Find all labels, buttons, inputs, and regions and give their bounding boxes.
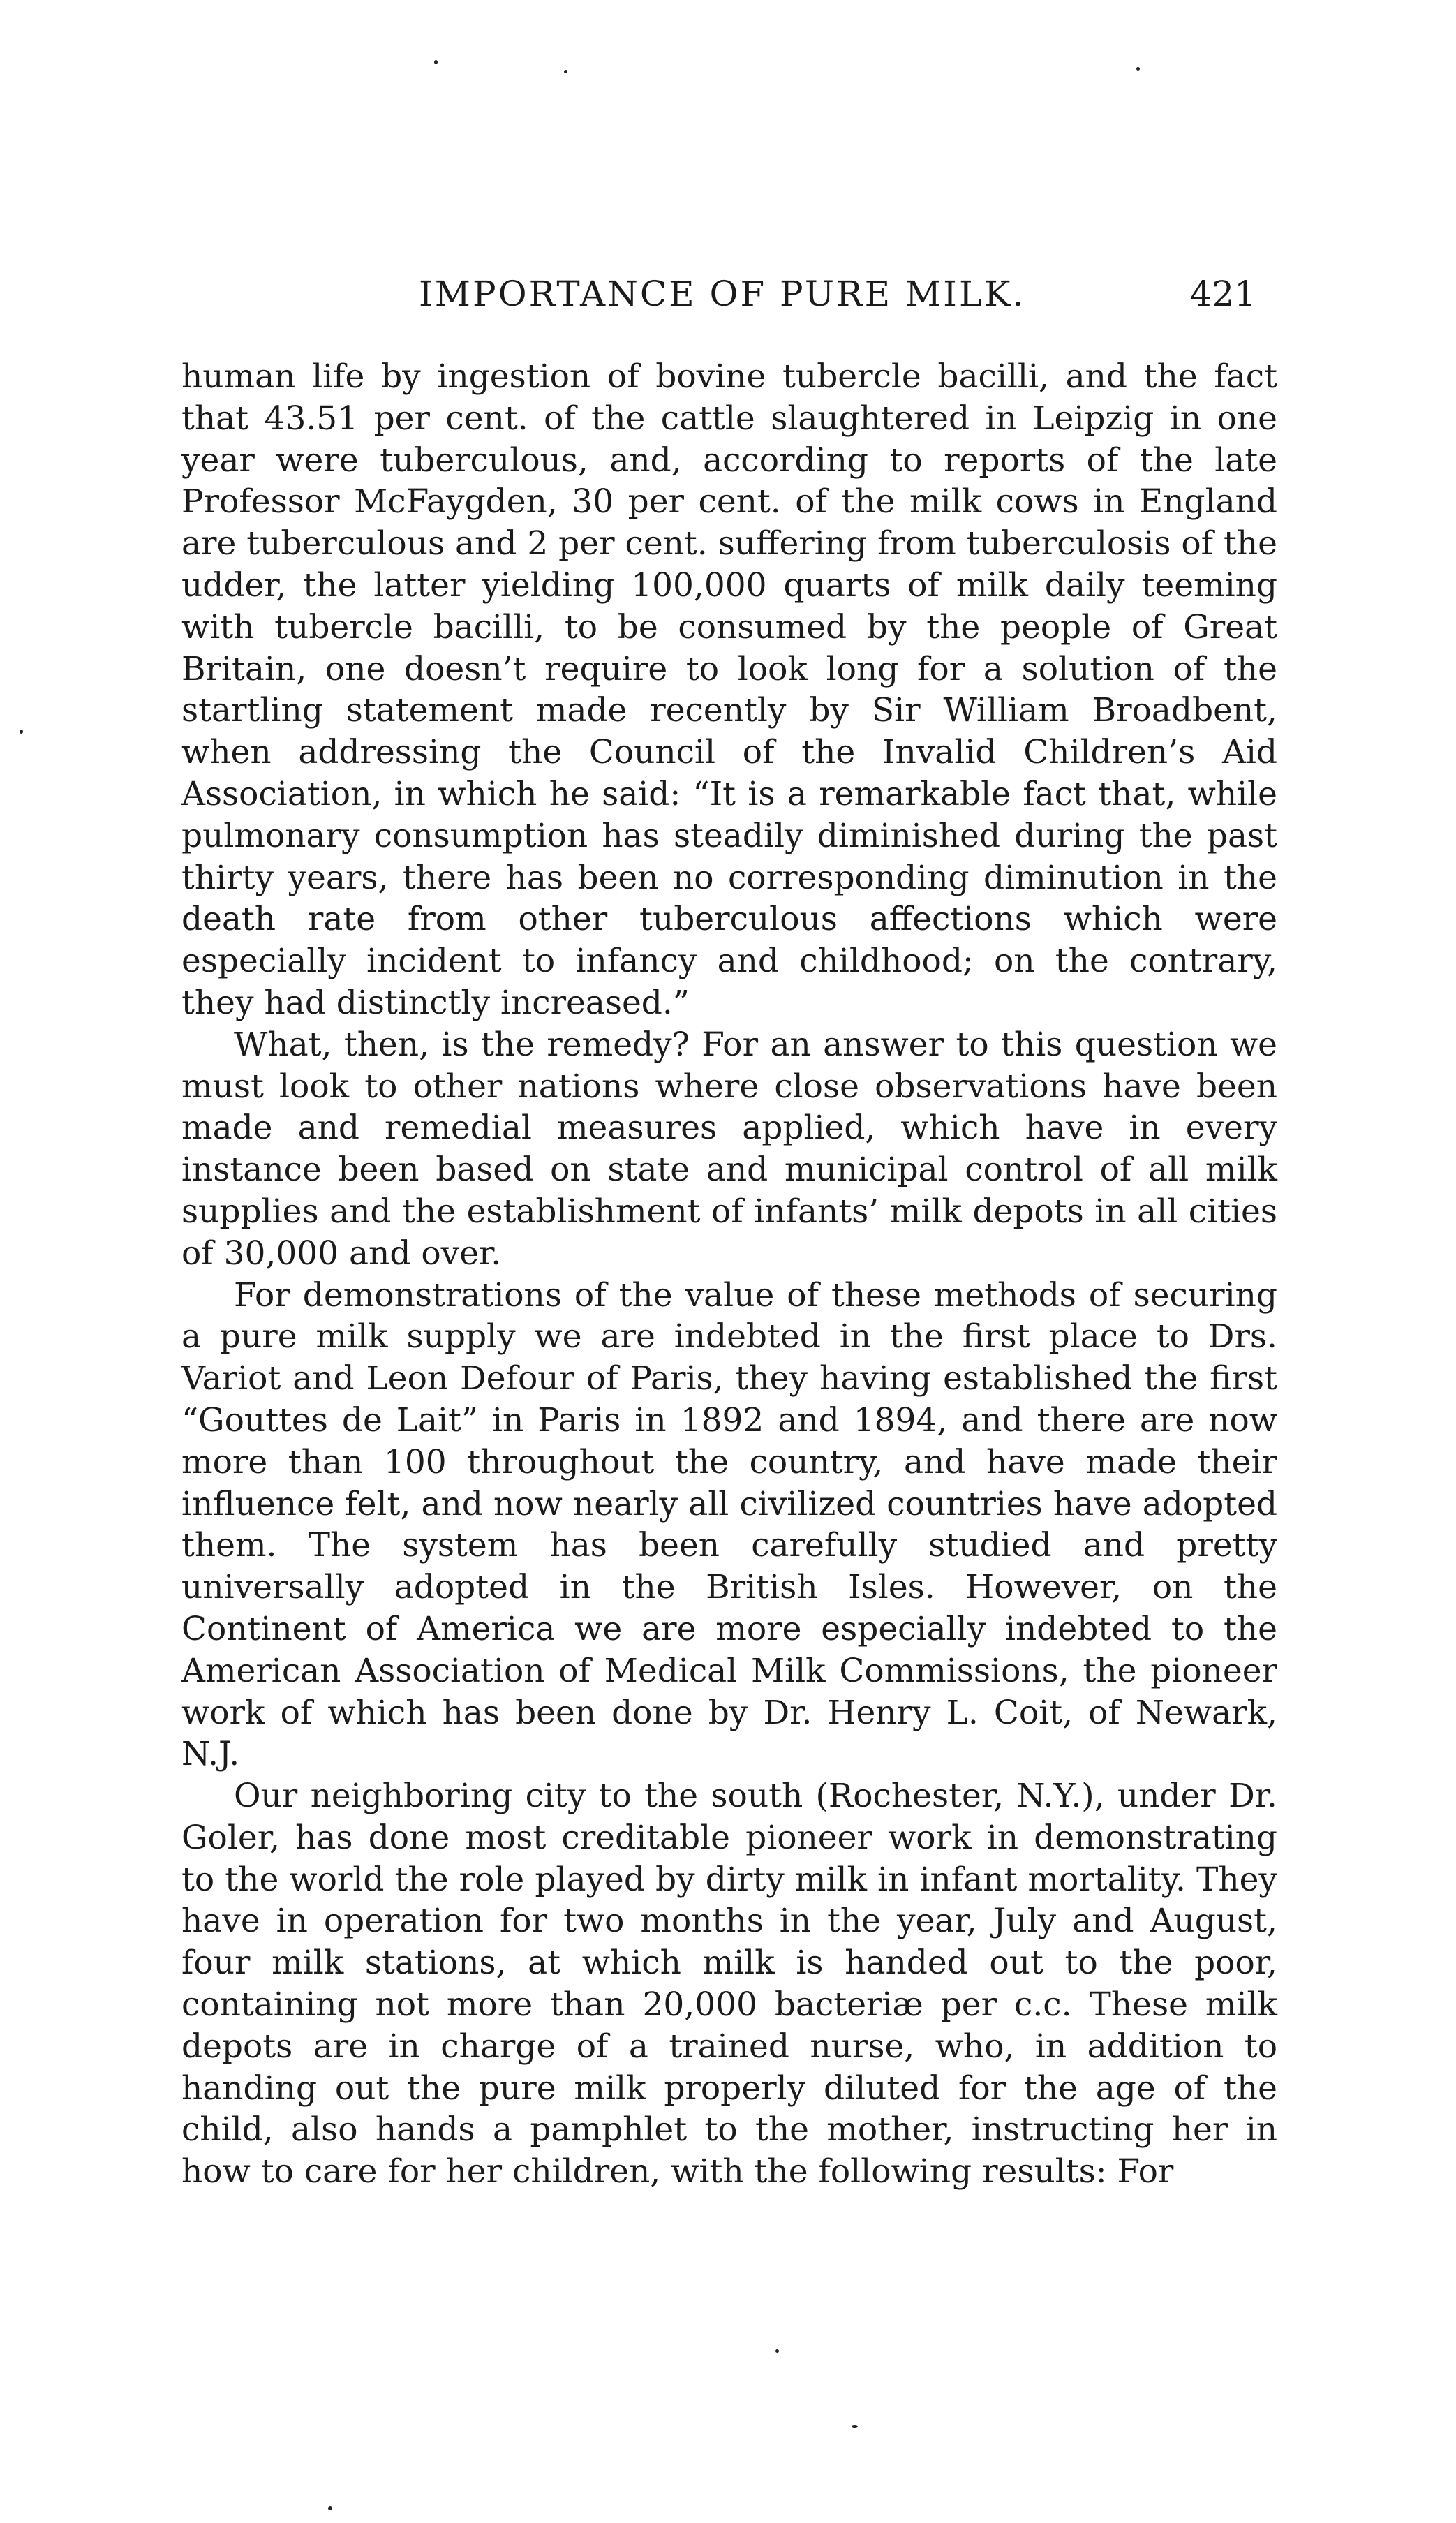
ink-speck xyxy=(852,2425,858,2428)
body-text xyxy=(181,356,1277,2193)
running-title: IMPORTANCE OF PURE MILK. xyxy=(419,274,1026,314)
ink-speck xyxy=(775,2349,779,2353)
ink-speck xyxy=(20,730,23,734)
page-number: 421 xyxy=(1189,274,1256,314)
ink-speck xyxy=(434,60,438,64)
paragraph-remedy: What, then, is the remedy? For an answer to this question we must look to other nations where close observations have been made and remedial measures applied, which have in every instance been based on state and municipal control of all milk supplies and the establishment of infants’ milk depots in all cities of 30,000 and over. xyxy=(181,1025,1277,1273)
ink-speck xyxy=(1136,67,1140,71)
paragraph-rochester: Our neighboring city to the south (Rochester, N.Y.), under Dr. Goler, has done most creditable pioneer work in demonstrating to the world the role played by dirty milk in infant mortality. They have in operation for two months in the year, July and August, four milk stations, at which milk is handed out to the poor, containing not more than 20,000 bacteriæ per c.c. These milk depots are in charge of a trained nurse, who, in addition to handing out the pure milk properly diluted for the age of the child, also hands a pamphlet to the mother, instructing her in how to care for her children, with the following results: For xyxy=(181,1777,1277,2191)
ink-speck xyxy=(564,70,567,73)
page-header xyxy=(419,274,1256,323)
paragraph-demonstrations: For demonstrations of the value of these methods of securing a pure milk supply we are indebted in the first place to Drs. Variot and Leon Defour of Paris, they having established the first “Gouttes de Lait” in Paris in 1892 and 1894, and there are now more than 100 throughout the country, and have made their influence felt, and now nearly all civilized countries have adopted them. The system has been carefully studied and pretty universally adopted in the British Isles. However, on the Continent of America we are more especially indebted to the American Association of Medical Milk Commissions, the pioneer work of which has been done by Dr. Henry L. Coit, of Newark, N.J. xyxy=(181,1275,1277,1774)
ink-speck xyxy=(328,2506,332,2510)
paragraph-continuation: human life by ingestion of bovine tubercle bacilli, and the fact that 43.51 per cent. of the cattle slaughtered in Leipzig in one year were tuberculous, and, according to reports of the late Professor McFaygden, 30 per cent. of the milk cows in England are tuberculous and 2 per cent. suffering from tuberculosis of the udder, the latter yielding 100,000 quarts of milk daily teeming with tubercle bacilli, to be consumed by the people of Great Britain, one doesn’t require to look long for a solution of the startling statement made recently by Sir William Broadbent, when addressing the Council of the Invalid Children’s Aid Association, in which he said: “It is a remarkable fact that, while pulmonary consumption has steadily diminished during the past thirty years, there has been no corresponding diminution in the death rate from other tuberculous affections which were especially incident to infancy and childhood; on the contrary, they had distinctly increased.” xyxy=(181,357,1277,1022)
